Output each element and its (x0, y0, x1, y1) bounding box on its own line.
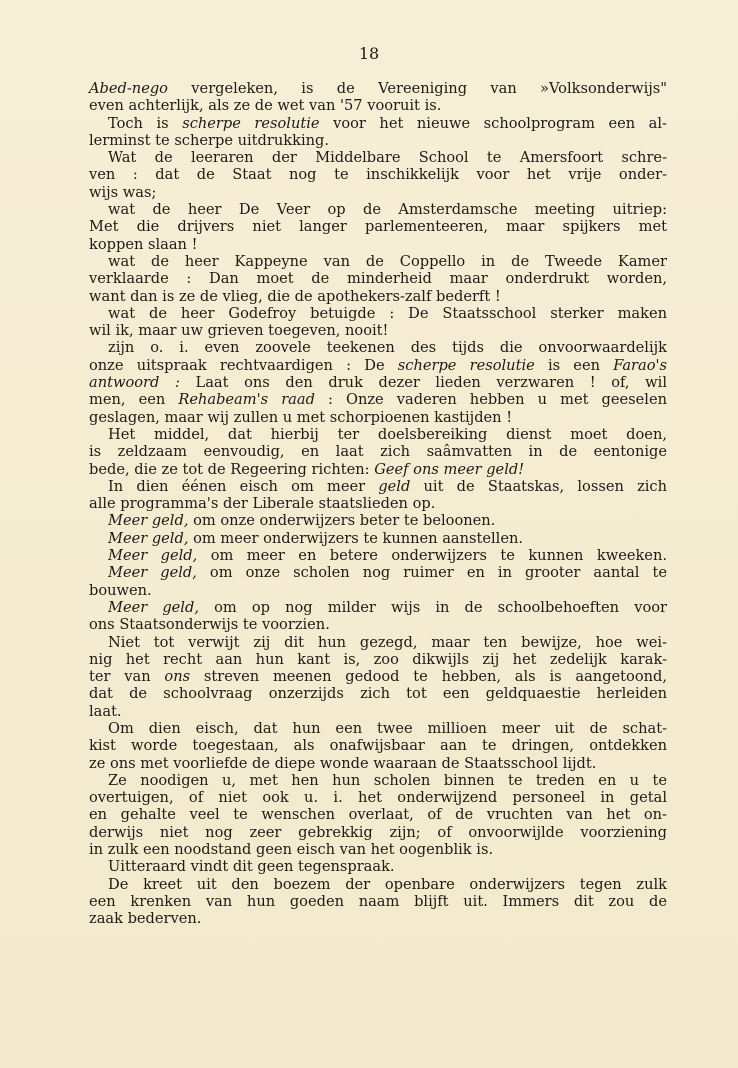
text-run: voor het nieuwe schoolprogram een al- (319, 114, 667, 132)
text-line (89, 806, 667, 823)
text-run: wil ik, maar uw grieven toegeven, nooit! (89, 322, 389, 340)
italic-text: scherpe resolutie (182, 114, 320, 132)
italic-text: Farao's (613, 356, 667, 374)
text-line (89, 478, 667, 495)
text-line (89, 720, 667, 737)
text-run: en gehalte veel te wenschen overlaat, of de vruchten van het on- (89, 806, 667, 824)
italic-text: Geef ons meer geld! (374, 460, 525, 478)
text-run: bede, die ze tot de Regeering richten: (89, 460, 375, 478)
text-line (89, 651, 667, 668)
italic-text: antwoord : (89, 374, 180, 392)
text-line (89, 339, 667, 356)
text-line (89, 270, 667, 287)
text-run: streven meenen gedood te hebben, als is aangetoond, (190, 668, 667, 686)
text-line (89, 97, 667, 114)
text-run: In dien éénen eisch om meer (108, 477, 379, 495)
text-line (89, 512, 667, 529)
text-run: wat de heer Kappeyne van de Coppello in de Tweede Kamer (108, 252, 667, 270)
text-line (89, 685, 667, 702)
text-line (89, 703, 667, 720)
text-line (89, 634, 667, 651)
text-line (89, 582, 667, 599)
text-line (89, 218, 667, 235)
italic-text: scherpe resolutie (397, 356, 535, 374)
text-run: geslagen, maar wij zullen u met schorpioenen kastijden ! (89, 408, 513, 426)
text-run: bouwen. (89, 581, 152, 599)
text-line (89, 305, 667, 322)
text-run: ter van (89, 668, 165, 686)
text-line (89, 184, 667, 201)
text-run: : Onze vaderen hebben u met geeselen (314, 391, 668, 409)
text-run: want dan is ze de vlieg, die de apothekers-zalf bederft ! (89, 287, 501, 305)
text-run: zaak bederven. (89, 910, 202, 928)
text-run: Het middel, dat hierbij ter doelsbereiking dienst moet doen, (108, 425, 667, 443)
text-line (89, 772, 667, 789)
text-line (89, 858, 667, 875)
text-run: Wat de leeraren der Middelbare School te Amersfoort schre- (108, 149, 667, 167)
text-line (89, 668, 667, 685)
text-line (89, 115, 667, 132)
italic-text: ons (164, 668, 191, 686)
text-run: zijn o. i. even zoovele teekenen des tijds die onvoorwaardelijk (108, 339, 667, 357)
text-line (89, 841, 667, 858)
text-run: verklaarde : Dan moet de minderheid maar onderdrukt worden, (89, 270, 667, 288)
text-run: om onze scholen nog ruimer en in grooter aantal te (196, 564, 667, 582)
text-run: overtuigen, of niet ook u. i. het onderwijzend personeel in getal (89, 789, 667, 807)
text-run: lerminst te scherpe uitdrukking. (89, 131, 329, 149)
text-line (89, 737, 667, 754)
text-run: is een (534, 356, 614, 374)
text-line (89, 461, 667, 478)
italic-text: Meer geld, (108, 598, 199, 616)
italic-text: Meer geld, (108, 529, 189, 547)
text-run: koppen slaan ! (89, 235, 198, 253)
text-line (89, 530, 667, 547)
text-run: wat de heer Godefroy betuigde : De Staatsschool sterker maken (108, 304, 667, 322)
text-run: is zeldzaam eenvoudig, en laat zich saâmvatten in de eentonige (89, 443, 667, 461)
text-line (89, 132, 667, 149)
page-body-text (89, 80, 667, 928)
text-line (89, 876, 667, 893)
text-line (89, 616, 667, 633)
text-line (89, 166, 667, 183)
italic-text: Meer geld, (108, 564, 197, 582)
text-run: Uitteraard vindt dit geen tegenspraak. (108, 858, 395, 876)
text-line (89, 253, 667, 270)
text-line (89, 495, 667, 512)
text-run: onze uitspraak rechtvaardigen : De (89, 356, 398, 374)
text-run: een krenken van hun goeden naam blijft uit. Immers dit zou de (89, 892, 667, 910)
text-line (89, 409, 667, 426)
text-run: om op nog milder wijs in de schoolbehoeften voor (198, 598, 667, 616)
text-run: derwijs niet nog zeer gebrekkig zijn; of onvoorwijlde voorziening (89, 823, 667, 841)
text-run: om meer onderwijzers te kunnen aanstellen. (188, 529, 524, 547)
text-line (89, 391, 667, 408)
italic-text: Rehabeam's raad (178, 391, 315, 409)
text-line (89, 236, 667, 253)
text-run: kist worde toegestaan, als onafwijsbaar aan te dringen, ontdekken (89, 737, 667, 755)
text-line (89, 824, 667, 841)
text-line (89, 149, 667, 166)
text-run: wat de heer De Veer op de Amsterdamsche meeting uitriep: (108, 201, 667, 219)
text-line (89, 564, 667, 581)
text-run: om onze onderwijzers beter te beloonen. (188, 512, 496, 530)
text-line (89, 80, 667, 97)
text-run: ven : dat de Staat nog te inschikkelijk voor het vrije onder- (89, 166, 667, 184)
text-run: Om dien eisch, dat hun een twee millioen meer uit de schat- (108, 719, 667, 737)
text-line (89, 910, 667, 927)
text-run: ze ons met voorliefde de diepe wonde waaraan de Staatsschool lijdt. (89, 754, 597, 772)
text-line (89, 374, 667, 391)
text-run: alle programma's der Liberale staatslieden op. (89, 495, 436, 513)
text-line (89, 893, 667, 910)
text-line (89, 426, 667, 443)
text-run: Met die drijvers niet langer parlementeeren, maar spijkers met (89, 218, 667, 236)
text-run: ons Staatsonderwijs te voorzien. (89, 616, 330, 634)
text-run: Ze noodigen u, met hen hun scholen binnen te treden en u te (108, 771, 667, 789)
italic-text: Meer geld, (108, 512, 189, 530)
text-line (89, 547, 667, 564)
text-run: wijs was; (89, 183, 157, 201)
text-run: nig het recht aan hun kant is, zoo dikwijls zij het zedelijk karak- (89, 650, 667, 668)
text-run: even achterlijk, als ze de wet van '57 vooruit is. (89, 97, 442, 115)
text-line (89, 443, 667, 460)
text-run: laat. (89, 702, 122, 720)
text-line (89, 357, 667, 374)
text-run: men, een (89, 391, 179, 409)
italic-text: geld (378, 477, 411, 495)
text-run: De kreet uit den boezem der openbare onderwijzers tegen zulk (108, 875, 667, 893)
text-run: dat de schoolvraag onzerzijds zich tot een geldquaestie herleiden (89, 685, 667, 703)
text-line (89, 201, 667, 218)
text-run: om meer en betere onderwijzers te kunnen kweeken. (197, 547, 667, 565)
page-number: 18 (358, 44, 380, 63)
text-line (89, 789, 667, 806)
text-run: Niet tot verwijt zij dit hun gezegd, maar ten bewijze, hoe wei- (108, 633, 667, 651)
text-line (89, 599, 667, 616)
text-run: Toch is (108, 114, 183, 132)
text-run: uit de Staatskas, lossen zich (410, 477, 668, 495)
text-run: in zulk een noodstand geen eisch van het oogenblik is. (89, 841, 494, 859)
text-line (89, 288, 667, 305)
text-line (89, 322, 667, 339)
italic-text: Abed-nego (89, 80, 168, 97)
italic-text: Meer geld, (108, 547, 198, 565)
text-run: Laat ons den druk dezer lieden verzwaren ! of, wil (179, 374, 667, 392)
text-run: vergeleken, is de Vereeniging van »Volksonderwijs" (167, 80, 667, 97)
text-line (89, 755, 667, 772)
